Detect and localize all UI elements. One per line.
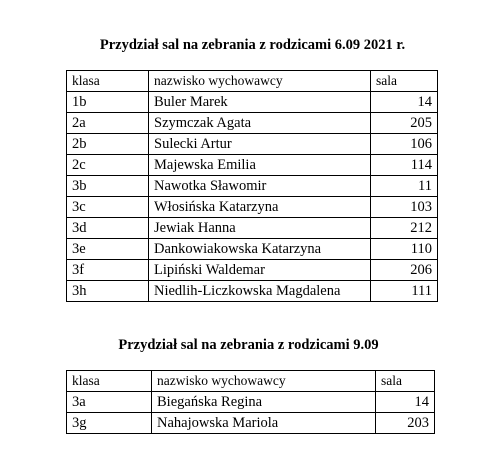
room-cell: 11 bbox=[371, 176, 438, 197]
class-cell: 3h bbox=[67, 281, 149, 302]
class-cell: 3f bbox=[67, 260, 149, 281]
table-row bbox=[67, 218, 438, 239]
room-cell: 110 bbox=[371, 239, 438, 260]
class-cell: 2b bbox=[67, 134, 149, 155]
table-row bbox=[67, 176, 438, 197]
table-row bbox=[67, 281, 438, 302]
table-row bbox=[67, 413, 435, 434]
section-1-title: Przydział sal na zebrania z rodzicami 6.09 2021 r. bbox=[99, 37, 406, 53]
class-cell: 3a bbox=[67, 392, 152, 413]
header-teacher: nazwisko wychowawcy bbox=[152, 371, 376, 392]
teacher-cell: Włosińska Katarzyna bbox=[149, 197, 371, 218]
class-cell: 3g bbox=[67, 413, 152, 434]
teacher-cell: Niedlih-Liczkowska Magdalena bbox=[149, 281, 371, 302]
room-cell: 203 bbox=[376, 413, 435, 434]
header-room: sala bbox=[371, 71, 438, 92]
class-cell: 3b bbox=[67, 176, 149, 197]
class-cell: 1b bbox=[67, 92, 149, 113]
table-header-row bbox=[67, 71, 438, 92]
teacher-cell: Nawotka Sławomir bbox=[149, 176, 371, 197]
teacher-cell: Nahajowska Mariola bbox=[152, 413, 376, 434]
class-cell: 2c bbox=[67, 155, 149, 176]
room-cell: 114 bbox=[371, 155, 438, 176]
teacher-cell: Jewiak Hanna bbox=[149, 218, 371, 239]
room-cell: 206 bbox=[371, 260, 438, 281]
header-room: sala bbox=[376, 371, 435, 392]
table-row bbox=[67, 134, 438, 155]
class-cell: 3c bbox=[67, 197, 149, 218]
table-row bbox=[67, 260, 438, 281]
teacher-cell: Buler Marek bbox=[149, 92, 371, 113]
header-teacher: nazwisko wychowawcy bbox=[149, 71, 371, 92]
table-row bbox=[67, 155, 438, 176]
class-cell: 2a bbox=[67, 113, 149, 134]
table-header-row bbox=[67, 371, 435, 392]
header-class: klasa bbox=[67, 371, 152, 392]
teacher-cell: Majewska Emilia bbox=[149, 155, 371, 176]
room-cell: 106 bbox=[371, 134, 438, 155]
teacher-cell: Sulecki Artur bbox=[149, 134, 371, 155]
room-cell: 212 bbox=[371, 218, 438, 239]
table-row bbox=[67, 392, 435, 413]
room-cell: 14 bbox=[371, 92, 438, 113]
room-cell: 103 bbox=[371, 197, 438, 218]
room-assignment-table-2 bbox=[66, 370, 435, 434]
section-2-title: Przydział sal na zebrania z rodzicami 9.09 bbox=[118, 337, 379, 353]
teacher-cell: Biegańska Regina bbox=[152, 392, 376, 413]
class-cell: 3e bbox=[67, 239, 149, 260]
class-cell: 3d bbox=[67, 218, 149, 239]
room-cell: 111 bbox=[371, 281, 438, 302]
room-assignment-table-1 bbox=[66, 70, 438, 302]
table-row bbox=[67, 92, 438, 113]
room-cell: 14 bbox=[376, 392, 435, 413]
teacher-cell: Dankowiakowska Katarzyna bbox=[149, 239, 371, 260]
table-row bbox=[67, 197, 438, 218]
room-cell: 205 bbox=[371, 113, 438, 134]
table-row bbox=[67, 113, 438, 134]
teacher-cell: Szymczak Agata bbox=[149, 113, 371, 134]
header-class: klasa bbox=[67, 71, 149, 92]
table-row bbox=[67, 239, 438, 260]
teacher-cell: Lipiński Waldemar bbox=[149, 260, 371, 281]
